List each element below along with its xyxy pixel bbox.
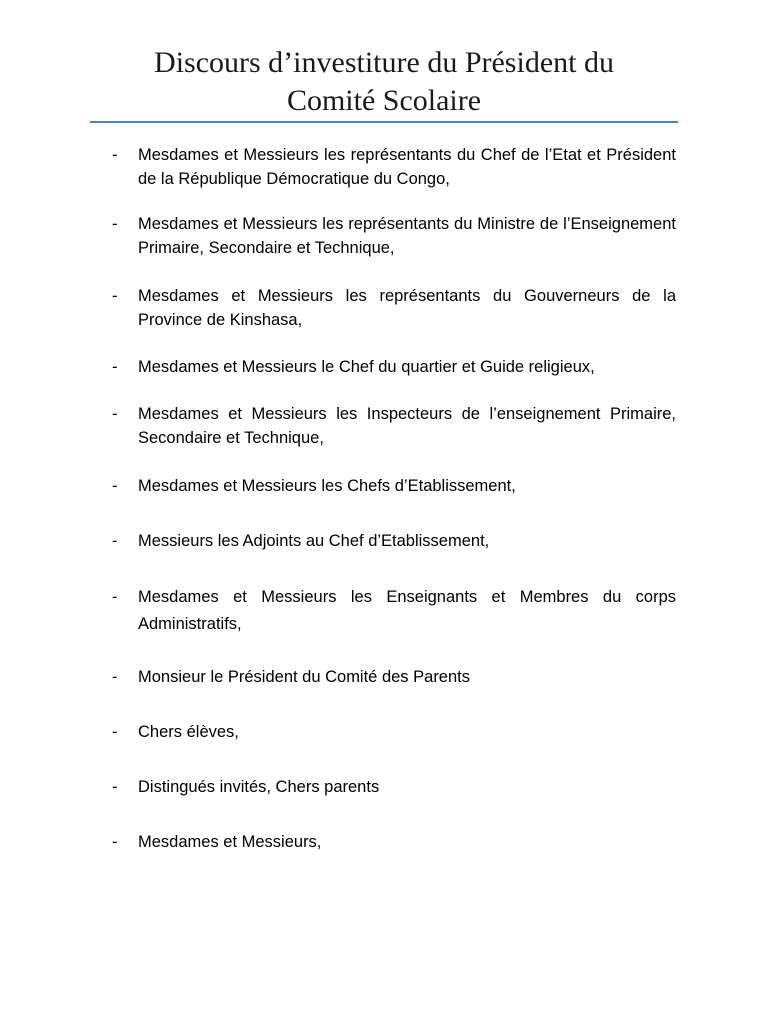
title-line-1: Discours d’investiture du Président du (154, 46, 614, 79)
list-item (112, 474, 676, 498)
bullet-dash: - (112, 146, 118, 164)
list-item (112, 584, 676, 638)
list-item (112, 775, 676, 799)
list-item-text: Mesdames et Messieurs les Inspecteurs de l’enseignement Primaire, Secondaire et Technique, (138, 405, 676, 447)
list-item (112, 665, 676, 689)
bullet-dash: - (112, 532, 118, 550)
list-item (112, 143, 676, 191)
list-item (112, 720, 676, 744)
bullet-dash: - (112, 287, 118, 305)
list-item-text: Mesdames et Messieurs le Chef du quartier et Guide religieux, (138, 358, 595, 376)
document-title (90, 44, 678, 120)
list-item (112, 212, 676, 260)
list-item-text: Messieurs les Adjoints au Chef d’Etablissement, (138, 532, 490, 550)
list-item (112, 830, 676, 854)
bullet-dash: - (112, 588, 118, 606)
bullet-dash: - (112, 358, 118, 376)
bullet-dash: - (112, 723, 118, 741)
list-item-text: Distingués invités, Chers parents (138, 778, 380, 796)
list-item (112, 402, 676, 450)
title-line-2: Comité Scolaire (286, 84, 482, 117)
list-item-text: Mesdames et Messieurs, (138, 833, 322, 851)
bullet-dash: - (112, 405, 118, 423)
list-item (112, 355, 676, 379)
list-item-text: Chers élèves, (138, 723, 239, 741)
list-item-text: Mesdames et Messieurs les représentants du Ministre de l’Enseignement Primaire, Secondaire et Technique, (138, 215, 676, 257)
list-item-text: Mesdames et Messieurs les représentants du Gouverneurs de la Province de Kinshasa, (138, 287, 676, 329)
list-item (112, 529, 676, 553)
bullet-dash: - (112, 833, 118, 851)
bullet-dash: - (112, 778, 118, 796)
bullet-dash: - (112, 215, 118, 233)
list-item-text: Monsieur le Président du Comité des Parents (138, 668, 470, 686)
bullet-dash: - (112, 477, 118, 495)
bullet-dash: - (112, 668, 118, 686)
list-item (112, 284, 676, 332)
title-underline-rule (90, 121, 678, 123)
list-item-text: Mesdames et Messieurs les Enseignants et Membres du corps Administratifs, (138, 588, 676, 633)
list-item-text: Mesdames et Messieurs les représentants du Chef de l’Etat et Président de la République Démocratique du Congo, (138, 146, 676, 188)
list-item-text: Mesdames et Messieurs les Chefs d’Etablissement, (138, 477, 516, 495)
